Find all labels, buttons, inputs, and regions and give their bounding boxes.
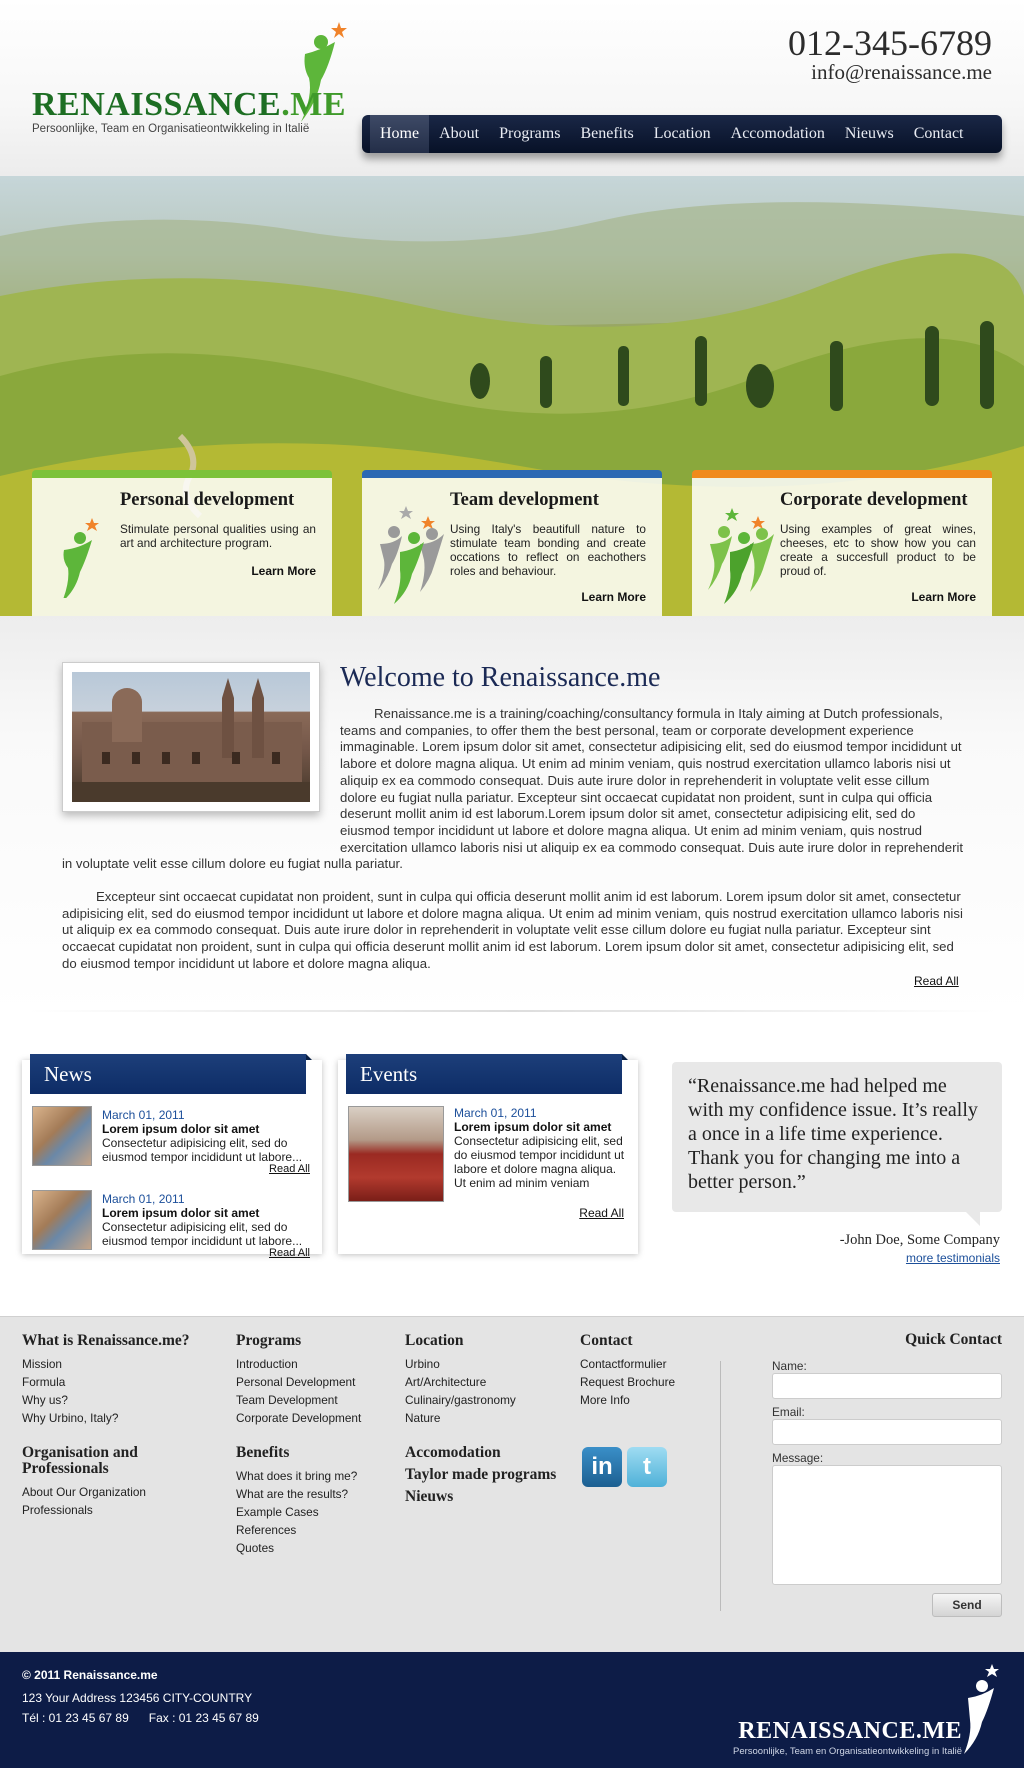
testimonial-author: -John Doe, Some Company xyxy=(839,1232,1000,1248)
welcome-paragraph-1-text: Renaissance.me is a training/coaching/consultancy formula in Italy aiming at Dutch professionals, teams and companies, to offer them the best personal, team or corporate development experience immaginable. Lorem ipsum dolor sit amet, consectetur adipisicing elit, sed do eiusmod tempor incididunt ut labore et dolore magna aliqua. Ut enim ad minim veniam, quis nostrud exercitation ullamco laboris nisi ut aliquip ex ea commodo consequat. Duis aute irure dolor in reprehenderit in voluptate velit esse cillum dolore eu fugiat nulla pariatur. Excepteur sint occaecat cupidatat non proident, sunt in culpa qui officia deserunt mollit anim id est laborum.Lorem ipsum dolor sit amet, consectetur adipisicing elit, sed do eiusmod tempor incididunt ut labore et dolore magna aliqua. Ut enim ad minim veniam, quis nostrud exercitation ullamco laboris nisi ut aliquip ex ea commodo consequat. Duis aute irure dolor in reprehenderit in voluptate velit esse cillum dolore eu fugiat nulla pariatur. xyxy=(62,706,964,872)
footer-col-contact xyxy=(580,1333,720,1409)
news-item-title[interactable]: Lorem ipsum dolor sit amet xyxy=(102,1206,260,1220)
section-divider xyxy=(30,1010,994,1012)
learn-more-link[interactable]: Learn More xyxy=(911,590,976,604)
corporate-figures-icon xyxy=(702,498,782,608)
card-team-development xyxy=(362,470,662,616)
learn-more-link[interactable]: Learn More xyxy=(251,564,316,578)
footer-link-mission[interactable]: Mission xyxy=(22,1357,62,1371)
events-item-text: Consectetur adipisicing elit, sed do eiusmod tempor incididunt ut labore et dolore magna aliqua. Ut enim ad minim veniam xyxy=(454,1134,625,1190)
footer-logo[interactable] xyxy=(732,1662,1002,1758)
name-input[interactable] xyxy=(772,1373,1002,1399)
message-textarea[interactable] xyxy=(772,1465,1002,1585)
footer-link-example-cases[interactable]: Example Cases xyxy=(236,1505,319,1519)
footer-heading: Contact xyxy=(580,1332,633,1349)
news-date: March 01, 2011 xyxy=(102,1108,185,1122)
footer-heading: Benefits xyxy=(236,1444,290,1461)
footer-logo-figure-icon xyxy=(962,1662,1002,1758)
address-line: 123 Your Address 123456 CITY-COUNTRY xyxy=(22,1691,253,1705)
card-text: Using Italy's beautifull nature to stimulate team bonding and create occations to reflect on eachothers roles and behaviour. xyxy=(450,522,646,578)
footer-link-corporate-development[interactable]: Corporate Development xyxy=(236,1411,362,1425)
footer-link-about-organization[interactable]: About Our Organization xyxy=(22,1485,146,1499)
welcome-paragraph-2 xyxy=(62,889,966,973)
card-text: Using examples of great wines, cheeses, etc to show how you can create a succesfull product to be proud of. xyxy=(780,522,976,578)
welcome-read-all-link[interactable]: Read All xyxy=(914,974,959,988)
news-item-text: Consectetur adipisicing elit, sed do eiusmod tempor incididunt ut labore... xyxy=(102,1220,303,1248)
phone-fax-line: Tél : 01 23 45 67 89 Fax : 01 23 45 67 89 xyxy=(22,1711,259,1725)
linkedin-icon[interactable]: in xyxy=(582,1447,622,1487)
nav-location[interactable]: Location xyxy=(653,125,711,142)
events-box xyxy=(338,1060,638,1254)
more-testimonials-link[interactable]: more testimonials xyxy=(905,1251,1000,1265)
logo[interactable] xyxy=(30,20,360,145)
footer xyxy=(0,1316,1024,1652)
nav-benefits[interactable]: Benefits xyxy=(580,125,634,142)
footer-link-more-info[interactable]: More Info xyxy=(580,1393,630,1407)
footer-col-benefits xyxy=(236,1445,396,1557)
card-title: Personal development xyxy=(120,490,295,510)
footer-col-organisation xyxy=(22,1445,152,1519)
footer-heading: Programs xyxy=(236,1332,302,1349)
bottom-bar xyxy=(0,1652,1024,1768)
footer-link-introduction[interactable]: Introduction xyxy=(236,1357,298,1371)
events-read-all-link[interactable]: Read All xyxy=(579,1206,624,1220)
nav-contact[interactable]: Contact xyxy=(913,125,964,142)
footer-link-urbino[interactable]: Urbino xyxy=(405,1357,440,1371)
footer-col-what-is xyxy=(22,1333,222,1427)
footer-link-taylor-made[interactable]: Taylor made programs xyxy=(405,1466,557,1483)
nav-home[interactable]: Home xyxy=(370,115,429,153)
header-phone: 012-345-6789 xyxy=(788,23,992,63)
footer-link-what-bring[interactable]: What does it bring me? xyxy=(236,1469,358,1483)
nav-nieuws[interactable]: Nieuws xyxy=(844,125,894,142)
footer-link-nature[interactable]: Nature xyxy=(405,1411,441,1425)
news-thumbnail[interactable] xyxy=(32,1190,92,1250)
hero-banner xyxy=(0,176,1024,616)
team-figures-icon xyxy=(372,498,452,608)
footer-logo-tagline: Persoonlijke, Team en Organisatieontwikkeling in Italië xyxy=(732,1746,962,1757)
logo-suffix-text: .ME xyxy=(281,86,347,123)
footer-link-results[interactable]: What are the results? xyxy=(236,1487,349,1501)
news-thumbnail[interactable] xyxy=(32,1106,92,1166)
footer-link-culinary[interactable]: Culinairy/gastronomy xyxy=(405,1393,516,1407)
send-button[interactable]: Send xyxy=(932,1593,1002,1617)
nav-about[interactable]: About xyxy=(439,125,480,142)
footer-link-contactformulier[interactable]: Contactformulier xyxy=(580,1357,667,1371)
testimonial-quote: “Renaissance.me had helped me with my confidence issue. It’s really a once in a life time experience. Thank you for changing me into a better person.” xyxy=(672,1062,1002,1212)
footer-link-team-development[interactable]: Team Development xyxy=(236,1393,338,1407)
news-item-title[interactable]: Lorem ipsum dolor sit amet xyxy=(102,1122,260,1136)
twitter-icon[interactable]: t xyxy=(627,1447,667,1487)
card-title: Team development xyxy=(450,490,599,510)
news-read-all-link[interactable]: Read All xyxy=(269,1163,310,1175)
footer-logo-wordmark xyxy=(738,1718,962,1745)
footer-link-why-us[interactable]: Why us? xyxy=(22,1393,68,1407)
events-item-title[interactable]: Lorem ipsum dolor sit amet xyxy=(454,1120,612,1134)
footer-link-quotes[interactable]: Quotes xyxy=(236,1541,275,1555)
welcome-title: Welcome to Renaissance.me xyxy=(340,662,661,693)
welcome-text xyxy=(62,706,966,989)
card-personal-development xyxy=(32,470,332,616)
news-item-text: Consectetur adipisicing elit, sed do eiusmod tempor incididunt ut labore... xyxy=(102,1136,303,1164)
logo-wordmark xyxy=(32,86,346,124)
news-title: News xyxy=(30,1054,306,1094)
footer-heading: Location xyxy=(405,1332,464,1349)
welcome-paragraph-2-text: Excepteur sint occaecat cupidatat non proident, sunt in culpa qui officia deserunt mollit anim id est laborum. Lorem ipsum dolor sit amet, consectetur adipisicing elit, sed do eiusmod tempor incididunt ut labore et dolore magna aliqua. Ut enim ad minim veniam, quis nostrud exercitation ullamco laboris nisi ut aliquip ex ea commodo consequat. Duis aute irure dolor in reprehenderit in voluptate velit esse cillum dolore eu fugiat nulla pariatur. Excepteur sint occaecat cupidatat non proident, sunt in culpa qui officia deserunt mollit anim id est laborum. Lorem ipsum dolor sit amet, consectetur adipisicing elit, sed do eiusmod tempor incididunt ut labore et dolore magna aliqua. xyxy=(62,889,963,971)
footer-logo-main-text: RENAISSANCE xyxy=(738,1718,916,1744)
footer-col-location xyxy=(405,1333,575,1427)
footer-link-formula[interactable]: Formula xyxy=(22,1375,66,1389)
news-box xyxy=(22,1060,322,1259)
name-label: Name: xyxy=(772,1359,807,1373)
footer-logo-suffix-text: .ME xyxy=(915,1718,962,1744)
nav-programs[interactable]: Programs xyxy=(499,125,561,142)
footer-col-programs xyxy=(236,1333,396,1427)
footer-link-references[interactable]: References xyxy=(236,1523,297,1537)
copyright: © 2011 Renaissance.me xyxy=(22,1668,158,1682)
address xyxy=(22,1688,259,1728)
header xyxy=(0,0,1024,176)
learn-more-link[interactable]: Learn More xyxy=(581,590,646,604)
news-date: March 01, 2011 xyxy=(102,1192,185,1206)
logo-tagline: Persoonlijke, Team en Organisatieontwikkeling in Italië xyxy=(32,123,310,135)
email-label: Email: xyxy=(772,1405,805,1419)
card-title: Corporate development xyxy=(780,490,968,510)
events-date: March 01, 2011 xyxy=(454,1106,537,1120)
footer-link-nieuws[interactable]: Nieuws xyxy=(405,1488,454,1505)
footer-link-why-urbino[interactable]: Why Urbino, Italy? xyxy=(22,1411,119,1425)
main-nav xyxy=(362,115,1002,153)
footer-link-personal-development[interactable]: Personal Development xyxy=(236,1375,356,1389)
footer-col-extra xyxy=(405,1445,585,1511)
card-text: Stimulate personal qualities using an art and architecture program. xyxy=(120,522,316,550)
message-label: Message: xyxy=(772,1451,824,1465)
email-input[interactable] xyxy=(772,1419,1002,1445)
footer-link-accomodation[interactable]: Accomodation xyxy=(405,1444,501,1461)
footer-separator xyxy=(720,1361,721,1611)
personal-figure-icon xyxy=(42,498,112,598)
logo-main-text: RENAISSANCE xyxy=(32,86,282,123)
footer-heading: What is Renaissance.me? xyxy=(22,1332,190,1349)
events-title: Events xyxy=(346,1054,622,1094)
events-thumbnail[interactable] xyxy=(348,1106,444,1202)
footer-heading: Organisation and Professionals xyxy=(22,1444,138,1477)
news-read-all-link[interactable]: Read All xyxy=(269,1247,310,1259)
footer-link-art-architecture[interactable]: Art/Architecture xyxy=(405,1375,487,1389)
quick-contact-title: Quick Contact xyxy=(905,1331,1002,1348)
footer-link-professionals[interactable]: Professionals xyxy=(22,1503,93,1517)
card-corporate-development xyxy=(692,470,992,616)
nav-accomodation[interactable]: Accomodation xyxy=(730,125,825,142)
welcome-section xyxy=(0,616,1024,1016)
footer-link-request-brochure[interactable]: Request Brochure xyxy=(580,1375,676,1389)
header-email[interactable]: info@renaissance.me xyxy=(811,60,992,84)
